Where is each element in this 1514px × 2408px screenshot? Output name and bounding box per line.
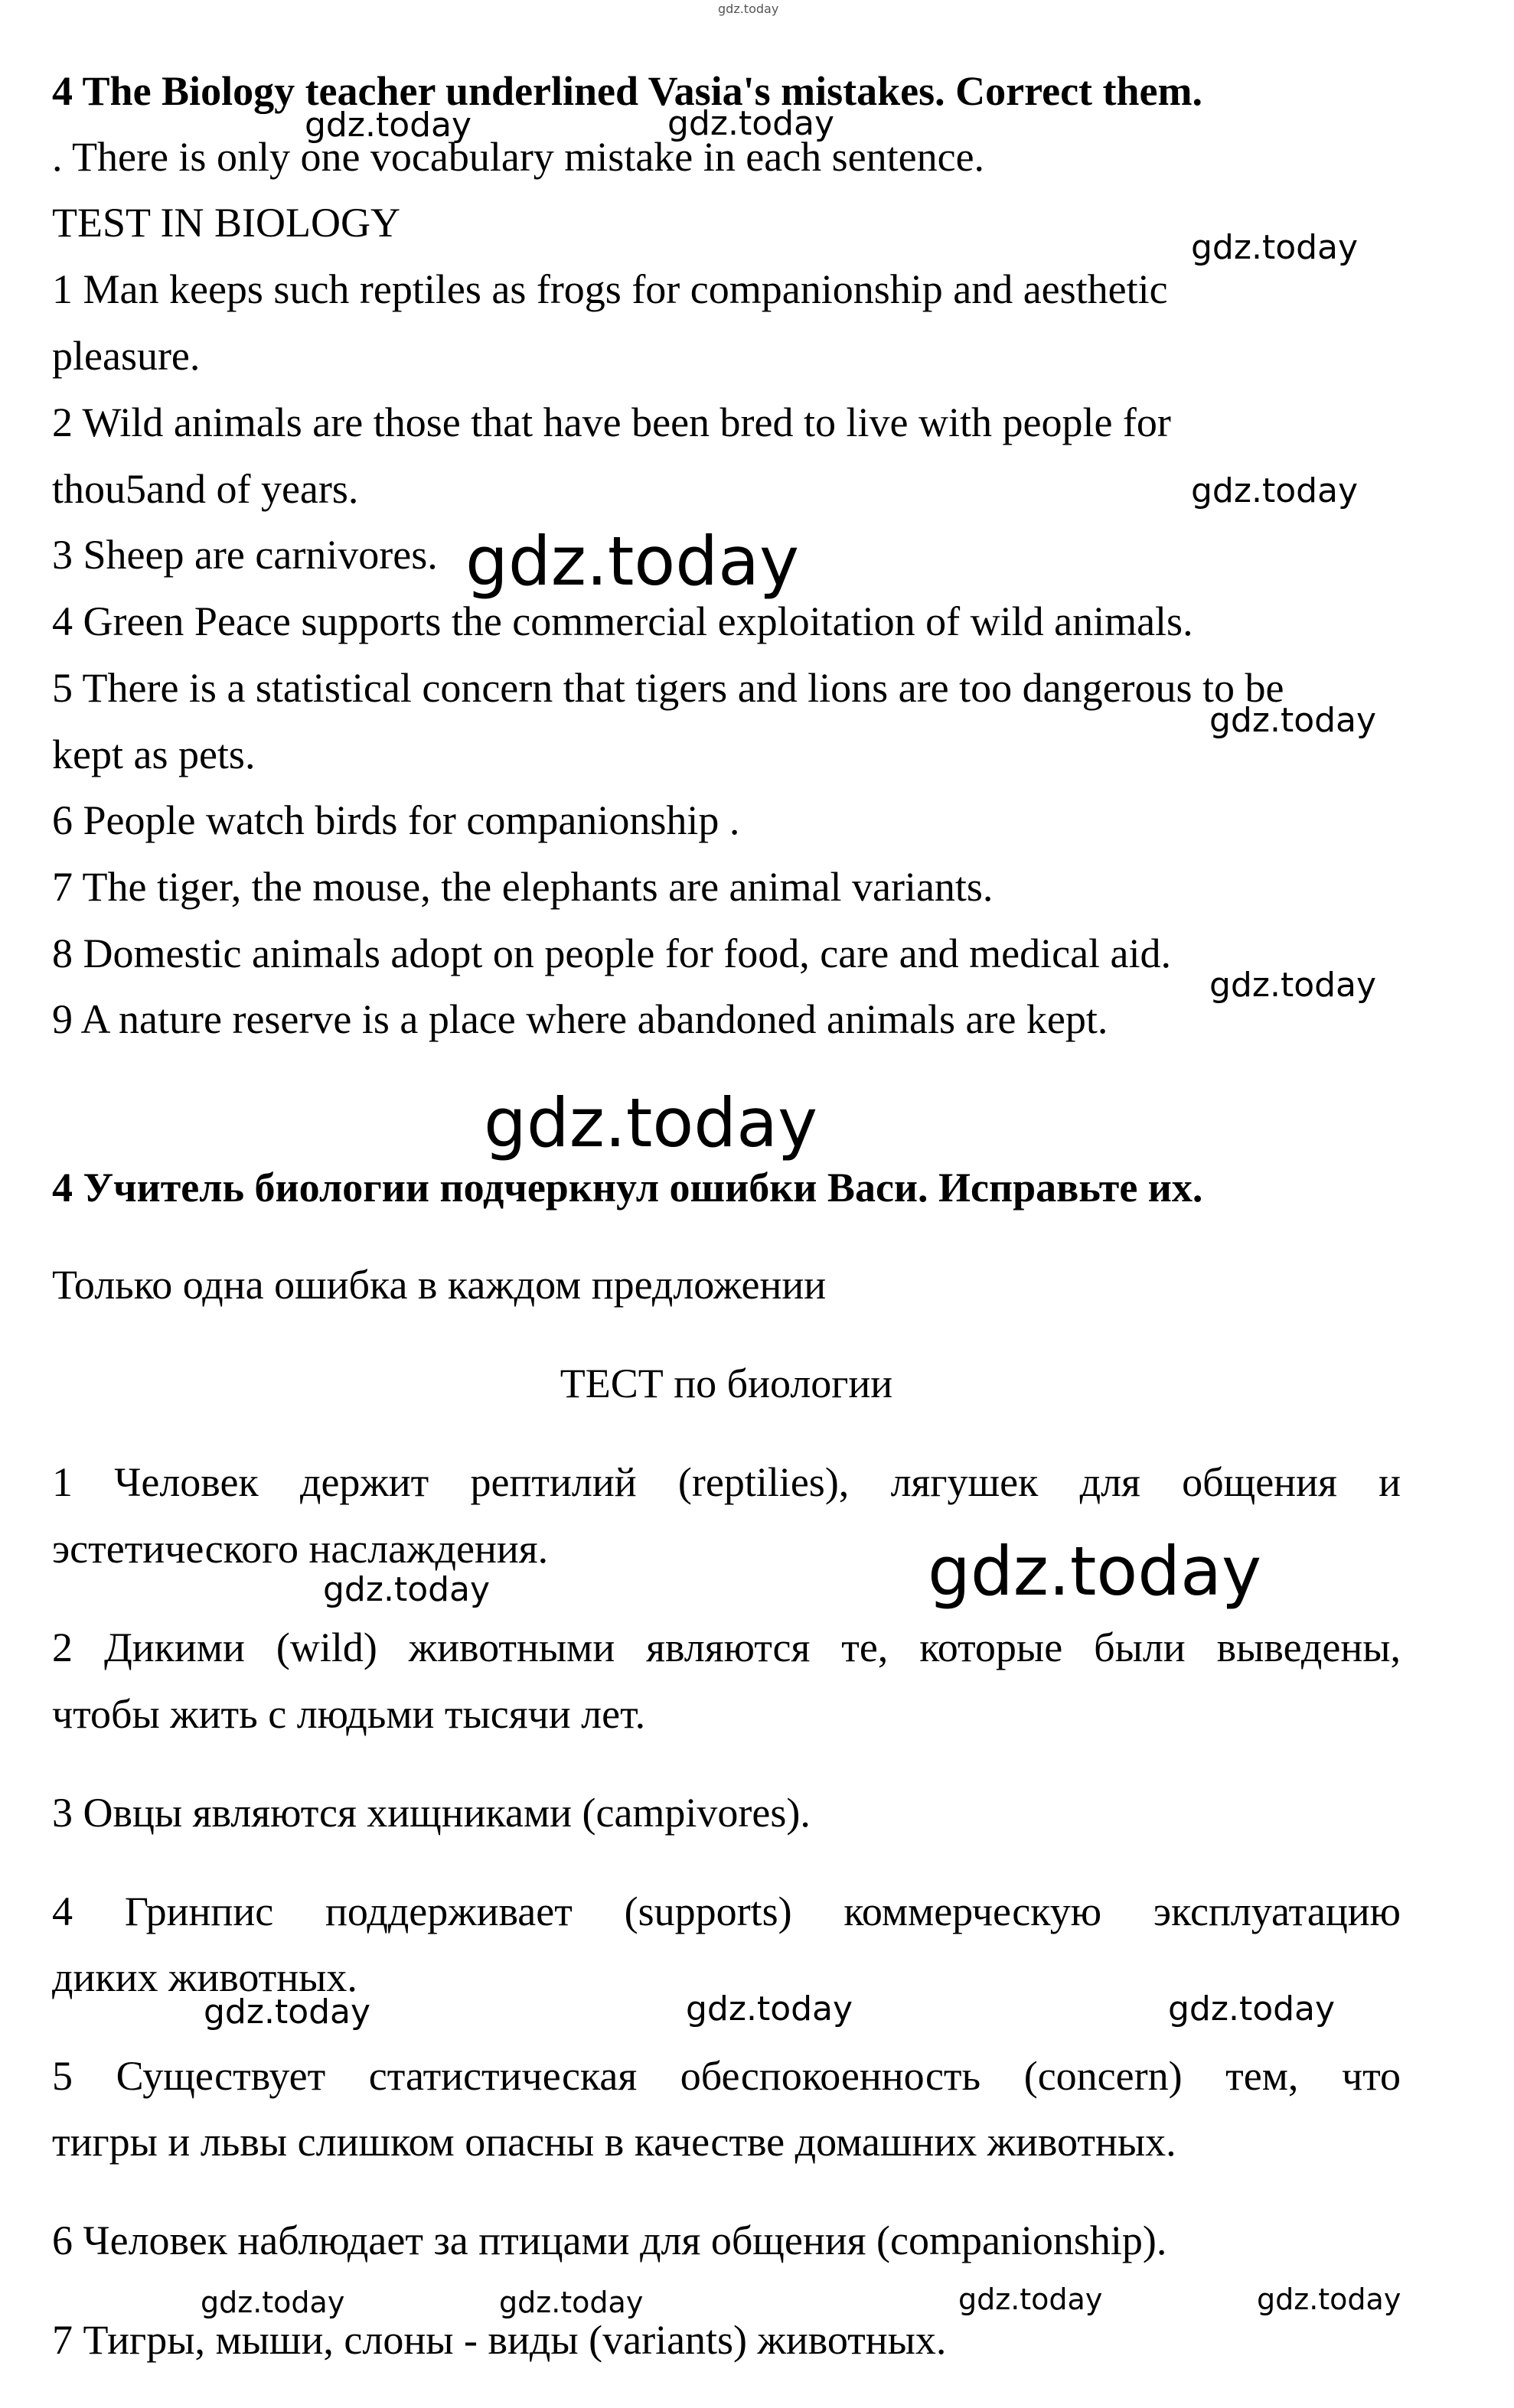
russian-note: Только одна ошибка в каждом предложении [52,1262,827,1308]
watermark: gdz.today [465,522,800,601]
russian-item-line: 2 Дикими (wild) животными являются те, которые были выведены, [52,1624,1401,1670]
russian-item-line: тигры и львы слишком опасны в качестве домашних животных. [52,2119,1176,2165]
watermark: gdz.today [1168,1989,1336,2028]
english-item-line: kept as pets. [52,732,256,777]
russian-test-title: ТЕСТ по биологии [560,1360,893,1406]
watermark: gdz.today [484,1083,818,1162]
watermark: gdz.today [305,106,472,145]
watermark: gdz.today [1257,2283,1401,2316]
english-item-line: 6 People watch birds for companionship . [52,797,740,843]
russian-item-line: 5 Существует статистическая обеспокоенность (concern) тем, что [52,2053,1401,2099]
watermark: gdz.today [718,2,779,16]
russian-item-line: диких животных. [52,1954,357,2000]
english-item-line: 1 Man keeps such reptiles as frogs for companionship and aesthetic [52,266,1168,312]
english-item-line: 8 Domestic animals adopt on people for food, care and medical aid. [52,930,1172,976]
russian-item-line: 7 Тигры, мыши, слоны - виды (variants) животных. [52,2317,947,2363]
english-item-line: pleasure. [52,333,201,379]
english-heading: 4 The Biology teacher underlined Vasia's mistakes. Correct them. [52,68,1202,114]
russian-item-line: эстетического наслаждения. [52,1526,549,1572]
russian-item-line: 1 Человек держит рептилий (reptilies), лягушек для общения и [52,1459,1401,1505]
watermark: gdz.today [204,1993,371,2032]
watermark: gdz.today [201,2286,345,2319]
english-note: . There is only one vocabulary mistake in each sentence. [52,134,985,180]
russian-heading: 4 Учитель биологии подчеркнул ошибки Васи. Исправьте их. [52,1165,1203,1211]
watermark: gdz.today [499,2286,644,2319]
russian-item-line: 4 Гринпис поддерживает (supports) коммерческую эксплуатацию [52,1888,1401,1934]
watermark: gdz.today [667,104,835,143]
russian-item-line: 3 Овцы являются хищниками (campivores). [52,1790,811,1836]
watermark: gdz.today [958,2283,1103,2316]
watermark: gdz.today [1209,966,1377,1005]
watermark: gdz.today [1191,228,1359,267]
english-item-line: 7 The tiger, the mouse, the elephants are animal variants. [52,864,994,910]
russian-item-line: чтобы жить с людьми тысячи лет. [52,1691,646,1737]
english-item-line: 5 There is a statistical concern that tigers and lions are too dangerous to be [52,665,1284,711]
english-test-title: TEST IN BIOLOGY [52,200,400,246]
watermark: gdz.today [928,1532,1262,1611]
english-item-line: 4 Green Peace supports the commercial exploitation of wild animals. [52,598,1193,644]
watermark: gdz.today [323,1570,491,1609]
watermark: gdz.today [1209,701,1377,740]
english-item-line: 3 Sheep are carnivores. [52,532,438,578]
english-item-line: 2 Wild animals are those that have been bred to live with people for [52,399,1171,445]
english-item-line: thou5and of years. [52,466,359,512]
watermark: gdz.today [686,1989,853,2028]
english-item-line: 9 A nature reserve is a place where abandoned animals are kept. [52,996,1108,1042]
watermark: gdz.today [1191,471,1359,510]
russian-item-line: 6 Человек наблюдает за птицами для общения (companionship). [52,2217,1167,2263]
